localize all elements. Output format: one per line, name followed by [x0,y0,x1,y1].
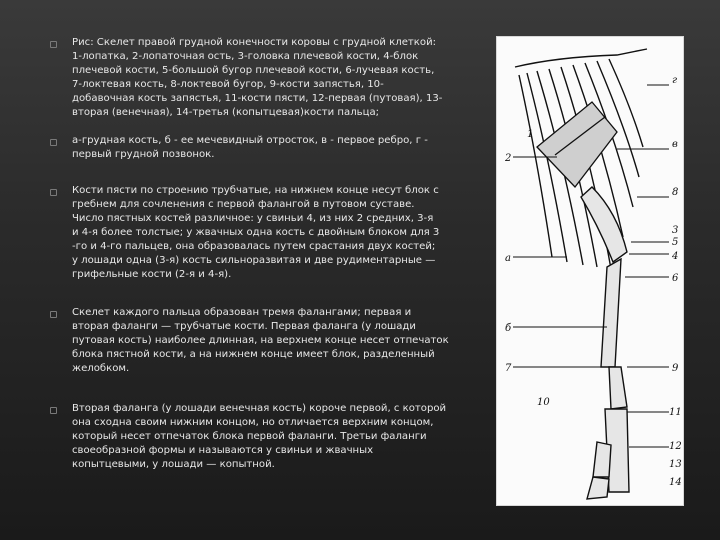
paragraph-metacarpal [50,184,490,282]
label-14: 14 [669,477,682,488]
label-4: 4 [672,251,679,262]
paragraph-text: Кости пясти по строению трубчатые, на нижнем конце несут блок с гребнем для сочленения с первой фалангой в путовом суставе. Число пястных костей различное: у свиньи 4, из них 2 средних, 3-я и 4-я более толстые; у жвачных одна кость с двойным блоком для 3 -го и 4-го пальцев, она образовалась путем срастания двух костей; у лошади одна (3-я) кость сильноразвитая и две рудиментарные — грифельные кости (2-я и 4-я). [72,185,440,280]
paragraph-phalanges [50,306,490,376]
label-3: 3 [672,225,679,236]
bullet-icon [50,311,57,318]
label-2: 2 [505,153,512,164]
label-11: 11 [669,407,682,418]
label-b: б [505,323,512,334]
paragraph-figure-caption [50,36,490,120]
paragraph-legend-letters [50,134,490,162]
paragraph-text: Вторая фаланга (у лошади венечная кость) короче первой, с которой она сходна своим нижним концом, но отличается верхним концом, который несет отпечаток блока первой фаланги. Третьи фаланги своеобразной формы и называются у свиньи и жвачных копытцевыми, у лошади — копытной. [72,403,447,470]
bullet-icon [50,407,57,414]
paragraph-second-phalanx [50,402,490,472]
bullet-icon [50,41,57,48]
paragraph-text: а-грудная кость, б - ее мечевидный отросток, в - первое ребро, г - первый грудной позвонок. [72,135,428,160]
label-6: 6 [672,273,679,284]
label-8: 8 [672,187,679,198]
bullet-icon [50,139,57,146]
label-1: 1 [527,129,534,140]
label-g: г [672,75,678,86]
label-v: в [672,139,678,150]
limb-bones [581,187,629,499]
label-7: 7 [505,363,512,374]
label-10: 10 [537,397,550,408]
label-9: 9 [672,363,679,374]
label-12: 12 [669,441,682,452]
bullet-icon [50,189,57,196]
label-a: а [505,253,511,264]
skeleton-drawing [497,37,683,505]
paragraph-text: Рис: Скелет правой грудной конечности коровы с грудной клеткой: 1-лопатка, 2-лопаточная ость, 3-головка плечевой кости, 4-блок плечевой кости, 5-большой бугор плечевой кости, 6-лучевая кость, 7-локтевая кость, 8-локтевой бугор, 9-кости запястья, 10- добавочная кость запястья, 11-кости пясти, 12-первая (путовая), 13- вторая (венечная), 14-третья (копытцевая)кости пальца; [72,37,443,118]
skeleton-figure [496,36,684,506]
paragraph-text: Скелет каждого пальца образован тремя фалангами; первая и вторая фаланги — трубчатые кости. Первая фаланга (у лошади путовая кость) наиболее длинная, на верхнем конце несет отпечаток блока пястной кости, а на нижнем конце имеет блок, разделенный желобком. [72,307,449,374]
label-5: 5 [672,237,679,248]
label-13: 13 [669,459,682,470]
